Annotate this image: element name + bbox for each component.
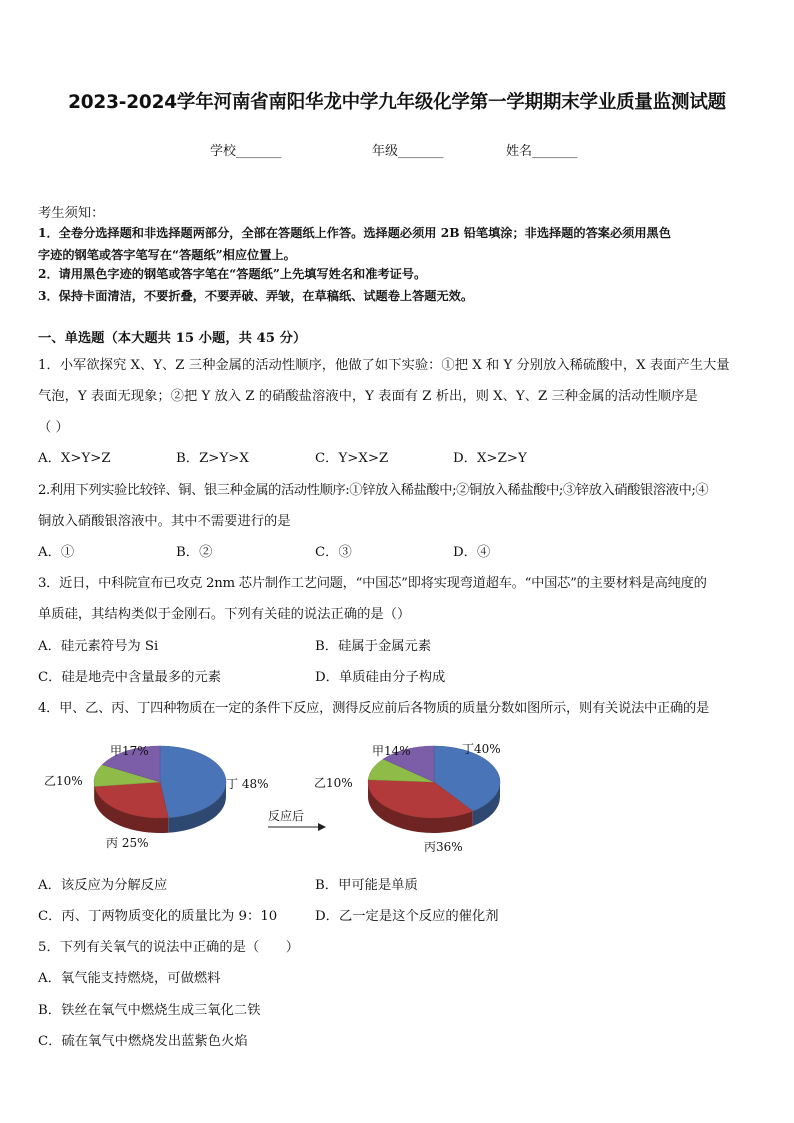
q3-option-b: B．硅属于金属元素 <box>315 639 432 654</box>
question-5-line: 5．下列有关氧气的说法中正确的是（ ） <box>38 940 300 955</box>
q2-option-d: D．④ <box>453 545 491 560</box>
q4-option-c: C．丙、丁两物质变化的质量比为 9：10 <box>38 909 278 924</box>
pie-label-丁: 丁 48% <box>226 777 269 791</box>
reaction-arrow-label: 反应后 <box>268 809 305 823</box>
pie-chart-before <box>44 744 269 850</box>
q5-option-a: A．氧气能支持燃烧，可做燃料 <box>38 971 221 986</box>
notice-line: 2．请用黑色字迹的钢笔或答字笔在“答题纸”上先填写姓名和准考证号。 <box>38 267 427 281</box>
q4-option-a: A．该反应为分解反应 <box>38 878 168 893</box>
pie-charts <box>0 730 794 870</box>
question-3-line: 单质硅，其结构类似于金刚石。下列有关硅的说法正确的是（） <box>38 607 411 622</box>
q1-option-b: B．Z>Y>X <box>176 451 249 466</box>
question-3-line: 3．近日，中科院宣布已攻克 2nm 芯片制作工艺问题，“中国芯”即将实现弯道超车。“中国芯”的主要材料是高纯度的 <box>38 576 707 591</box>
q1-option-a: A．X>Y>Z <box>38 451 111 466</box>
pie-label-丁: 丁40% <box>462 742 501 756</box>
q2-option-c: C．③ <box>315 545 352 560</box>
notice-line: 3．保持卡面清洁，不要折叠，不要弄破、弄皱，在草稿纸、试题卷上答题无效。 <box>38 289 474 303</box>
q3-option-d: D．单质硅由分子构成 <box>315 670 446 685</box>
pie-label-丙: 丙36% <box>424 840 463 854</box>
question-1-line: 1．小军欲探究 X、Y、Z 三种金属的活动性顺序，他做了如下实验：①把 X 和 Y 分别放入稀硫酸中，X 表面产生大量 <box>38 358 730 373</box>
name-field: 姓名_______ <box>506 144 578 159</box>
pie-chart-after <box>314 742 501 854</box>
pie-label-甲: 甲17% <box>110 744 149 758</box>
q4-option-b: B．甲可能是单质 <box>315 878 418 893</box>
pie-label-甲: 甲14% <box>372 744 411 758</box>
pie-label-乙: 乙10% <box>314 776 353 790</box>
question-1-line: （ ） <box>38 420 69 435</box>
pie-label-丙: 丙 25% <box>106 836 149 850</box>
reaction-arrow-head <box>318 823 326 831</box>
q4-option-d: D．乙一定是这个反应的催化剂 <box>315 909 499 924</box>
q5-option-b: B．铁丝在氧气中燃烧生成三氧化二铁 <box>38 1003 261 1018</box>
grade-field: 年级_______ <box>372 144 444 159</box>
notice-heading: 考生须知： <box>38 206 105 221</box>
notice-line: 字迹的钢笔或答字笔写在“答题纸”相应位置上。 <box>38 248 296 262</box>
q1-option-c: C．Y>X>Z <box>315 451 389 466</box>
pie-label-乙: 乙10% <box>44 774 83 788</box>
q3-option-a: A．硅元素符号为 Si <box>38 639 159 654</box>
q5-option-c: C．硫在氧气中燃烧发出蓝紫色火焰 <box>38 1034 248 1049</box>
section-heading: 一、单选题（本大题共 15 小题，共 45 分） <box>38 331 307 346</box>
question-2-line: 铜放入硝酸银溶液中。其中不需要进行的是 <box>38 514 291 529</box>
q1-option-d: D．X>Z>Y <box>453 451 527 466</box>
question-4-line: 4．甲、乙、丙、丁四种物质在一定的条件下反应，测得反应前后各物质的质量分数如图所示，则有关说法中正确的是 <box>38 701 709 716</box>
school-field: 学校_______ <box>210 144 282 159</box>
question-2-line: 2.利用下列实验比较锌、铜、银三种金属的活动性顺序:①锌放入稀盐酸中;②铜放入稀盐酸中;③锌放入硝酸银溶液中;④ <box>38 483 709 498</box>
q2-option-a: A．① <box>38 545 75 560</box>
question-1-line: 气泡，Y 表面无现象；②把 Y 放入 Z 的硝酸盐溶液中，Y 表面有 Z 析出，则 X、Y、Z 三种金属的活动性顺序是 <box>38 389 698 404</box>
notice-line: 1．全卷分选择题和非选择题两部分，全部在答题纸上作答。选择题必须用 2B 铅笔填涂；非选择题的答案必须用黑色 <box>38 226 671 240</box>
q3-option-c: C．硅是地壳中含量最多的元素 <box>38 670 222 685</box>
q2-option-b: B．② <box>176 545 213 560</box>
page-title: 2023-2024学年河南省南阳华龙中学九年级化学第一学期期末学业质量监测试题 <box>68 92 726 113</box>
